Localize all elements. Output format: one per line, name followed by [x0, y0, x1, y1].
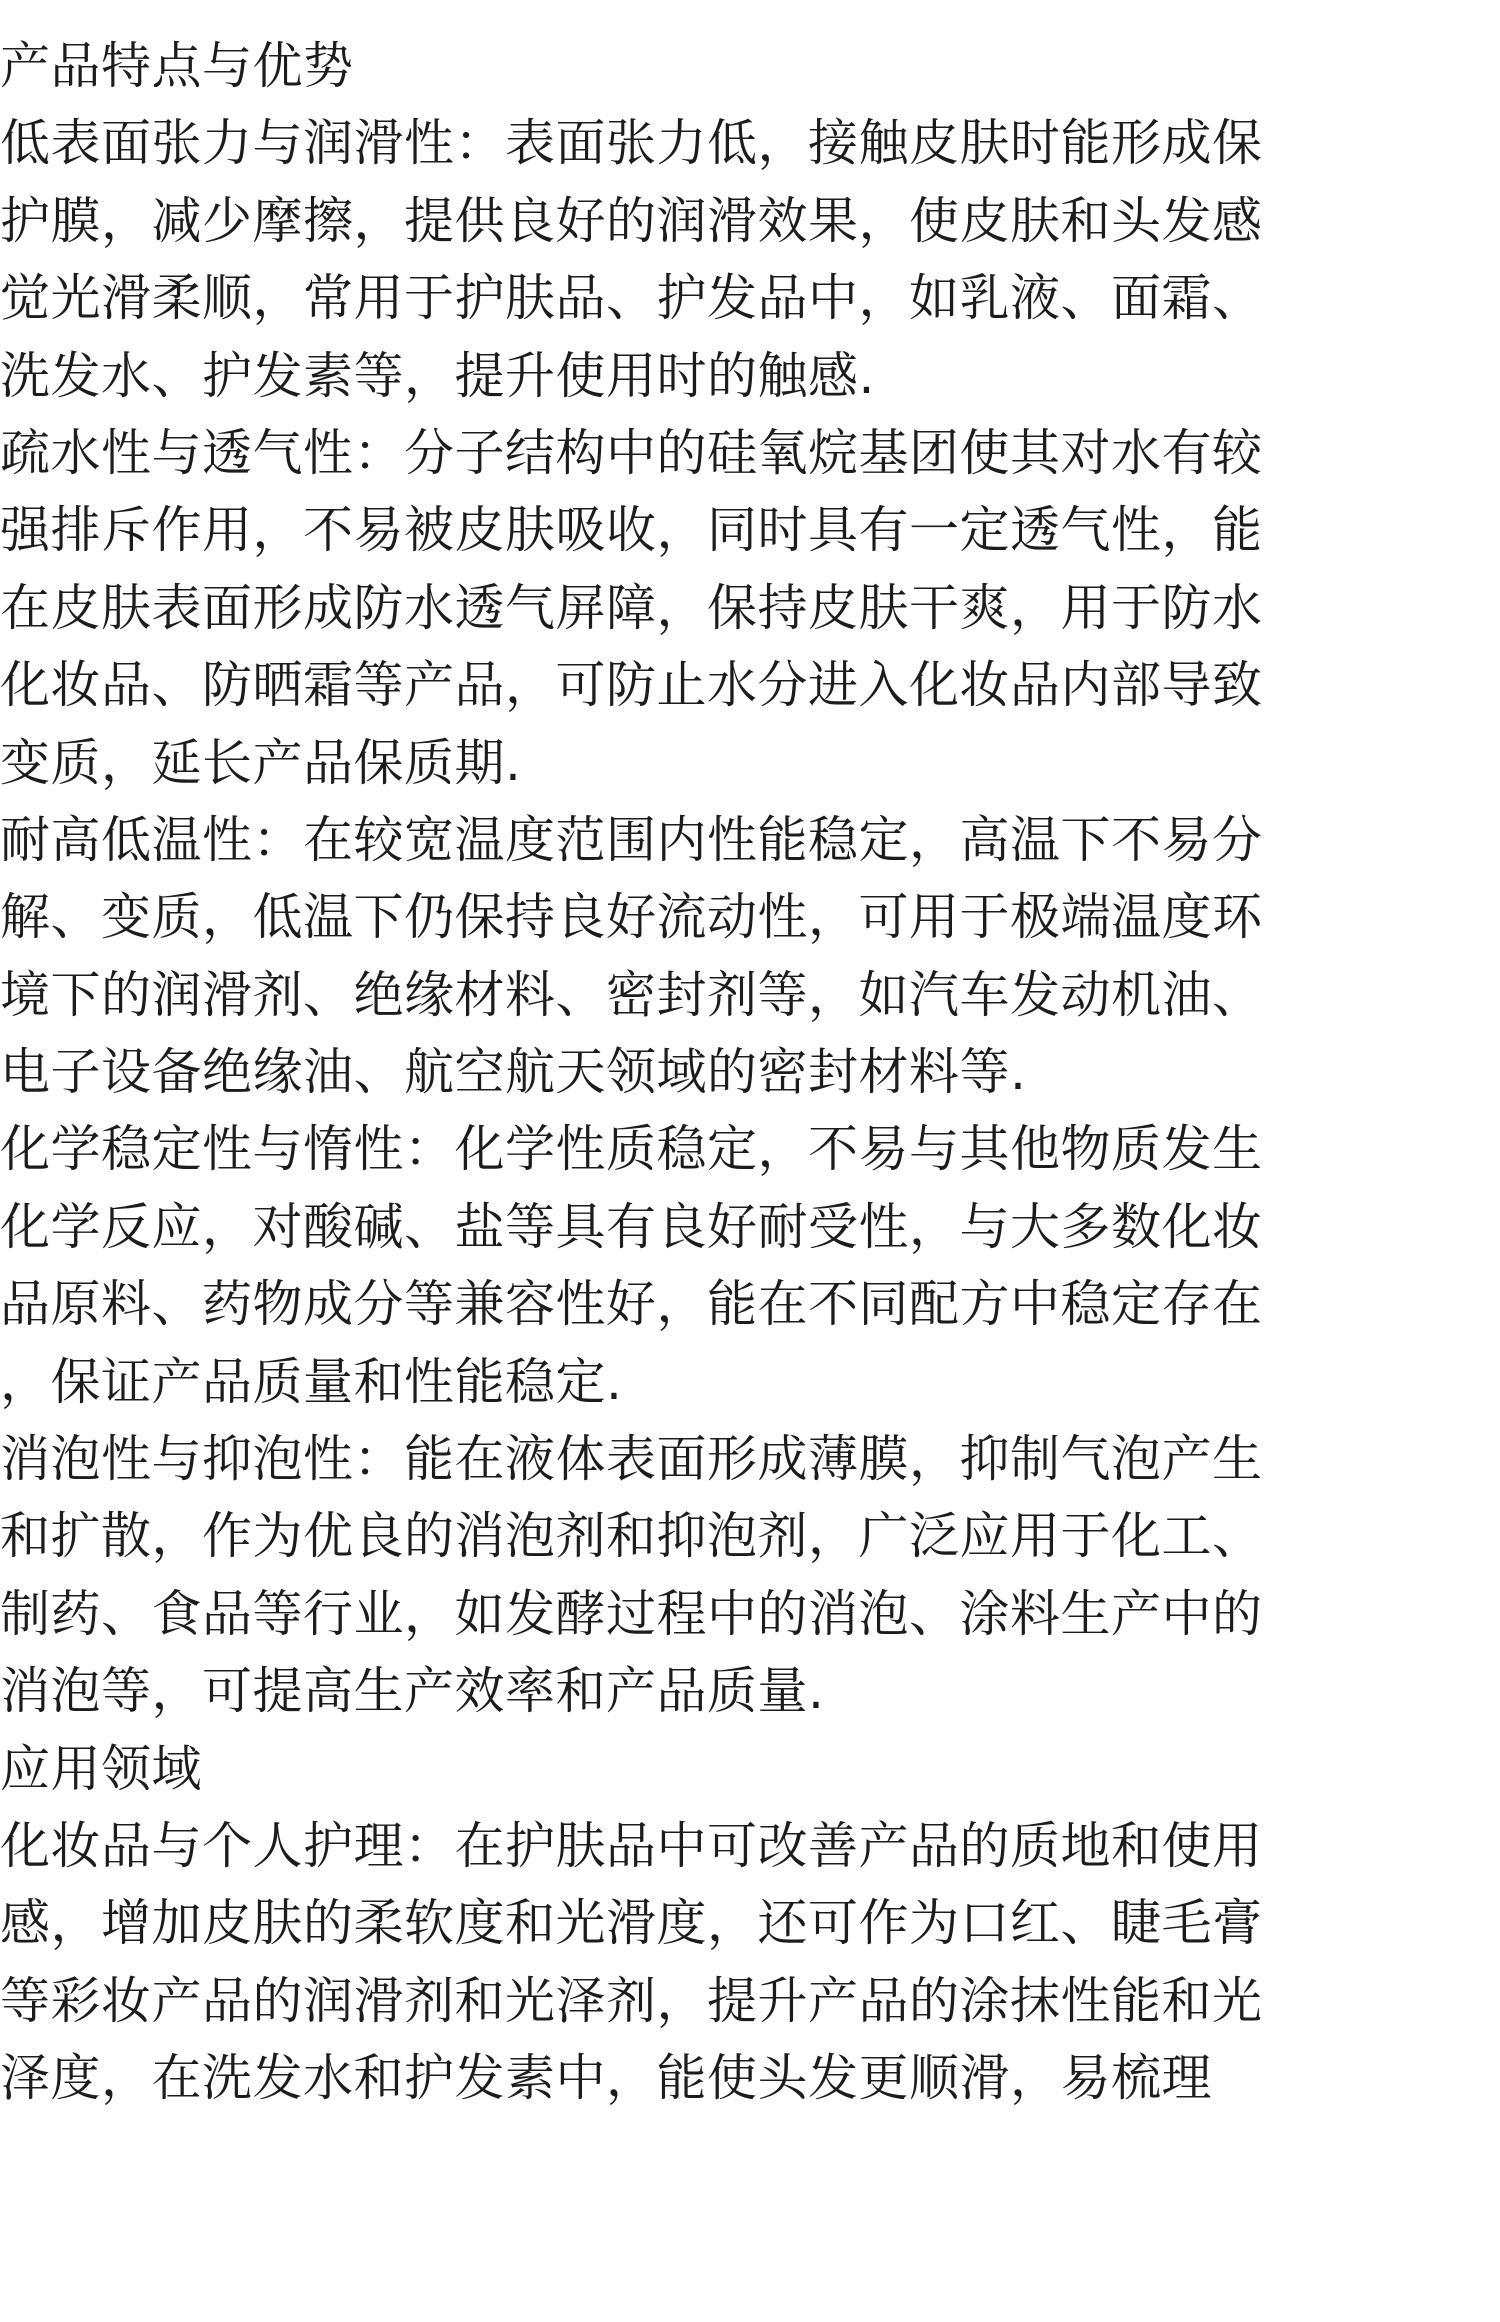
text-line: 化妆品与个人护理：在护肤品中可改善产品的质地和使用	[0, 1816, 1263, 1875]
text-line: 品原料、药物成分等兼容性好，能在不同配方中稳定存在	[0, 1275, 1263, 1334]
text-line: 低表面张力与润滑性：表面张力低，接触皮肤时能形成保	[0, 114, 1263, 173]
text-line: 化妆品、防晒霜等产品，可防止水分进入化妆品内部导致	[0, 656, 1263, 715]
text-line: 在皮肤表面形成防水透气屏障，保持皮肤干爽，用于防水	[0, 578, 1263, 637]
text-line: 等彩妆产品的润滑剂和光泽剂，提升产品的涂抹性能和光	[0, 1971, 1263, 2030]
section-heading-features: 产品特点与优势	[0, 37, 354, 95]
document-body	[0, 28, 1500, 2118]
section-heading-applications: 应用领域	[0, 1739, 202, 1798]
text-line: 变质，延长产品保质期.	[0, 733, 522, 792]
text-line: 疏水性与透气性：分子结构中的硅氧烷基团使其对水有较	[0, 423, 1263, 482]
text-line: 化学稳定性与惰性：化学性质稳定，不易与其他物质发生	[0, 1120, 1263, 1179]
text-line: 消泡性与抑泡性：能在液体表面形成薄膜，抑制气泡产生	[0, 1430, 1263, 1489]
text-line: 泽度，在洗发水和护发素中，能使头发更顺滑，易梳理	[0, 2049, 1212, 2108]
text-line: 护膜，减少摩擦，提供良好的润滑效果，使皮肤和头发感	[0, 191, 1263, 250]
text-line: 觉光滑柔顺，常用于护肤品、护发品中，如乳液、面霜、	[0, 269, 1263, 328]
text-line: 消泡等，可提高生产效率和产品质量.	[0, 1662, 825, 1721]
text-line: 境下的润滑剂、绝缘材料、密封剂等，如汽车发动机油、	[0, 965, 1263, 1024]
text-line: 强排斥作用，不易被皮肤吸收，同时具有一定透气性，能	[0, 501, 1263, 560]
text-line: 和扩散，作为优良的消泡剂和抑泡剂，广泛应用于化工、	[0, 1507, 1263, 1566]
text-line: 化学反应，对酸碱、盐等具有良好耐受性，与大多数化妆	[0, 1197, 1263, 1256]
text-line: 解、变质，低温下仍保持良好流动性，可用于极端温度环	[0, 888, 1263, 947]
text-line: 耐高低温性：在较宽温度范围内性能稳定，高温下不易分	[0, 810, 1263, 869]
text-line: 电子设备绝缘油、航空航天领域的密封材料等.	[0, 1043, 1027, 1102]
text-line: 洗发水、护发素等，提升使用时的触感.	[0, 346, 875, 405]
text-line: ，保证产品质量和性能稳定.	[0, 1352, 623, 1411]
text-line: 制药、食品等行业，如发酵过程中的消泡、涂料生产中的	[0, 1584, 1263, 1643]
text-line: 感，增加皮肤的柔软度和光滑度，还可作为口红、睫毛膏	[0, 1894, 1263, 1953]
